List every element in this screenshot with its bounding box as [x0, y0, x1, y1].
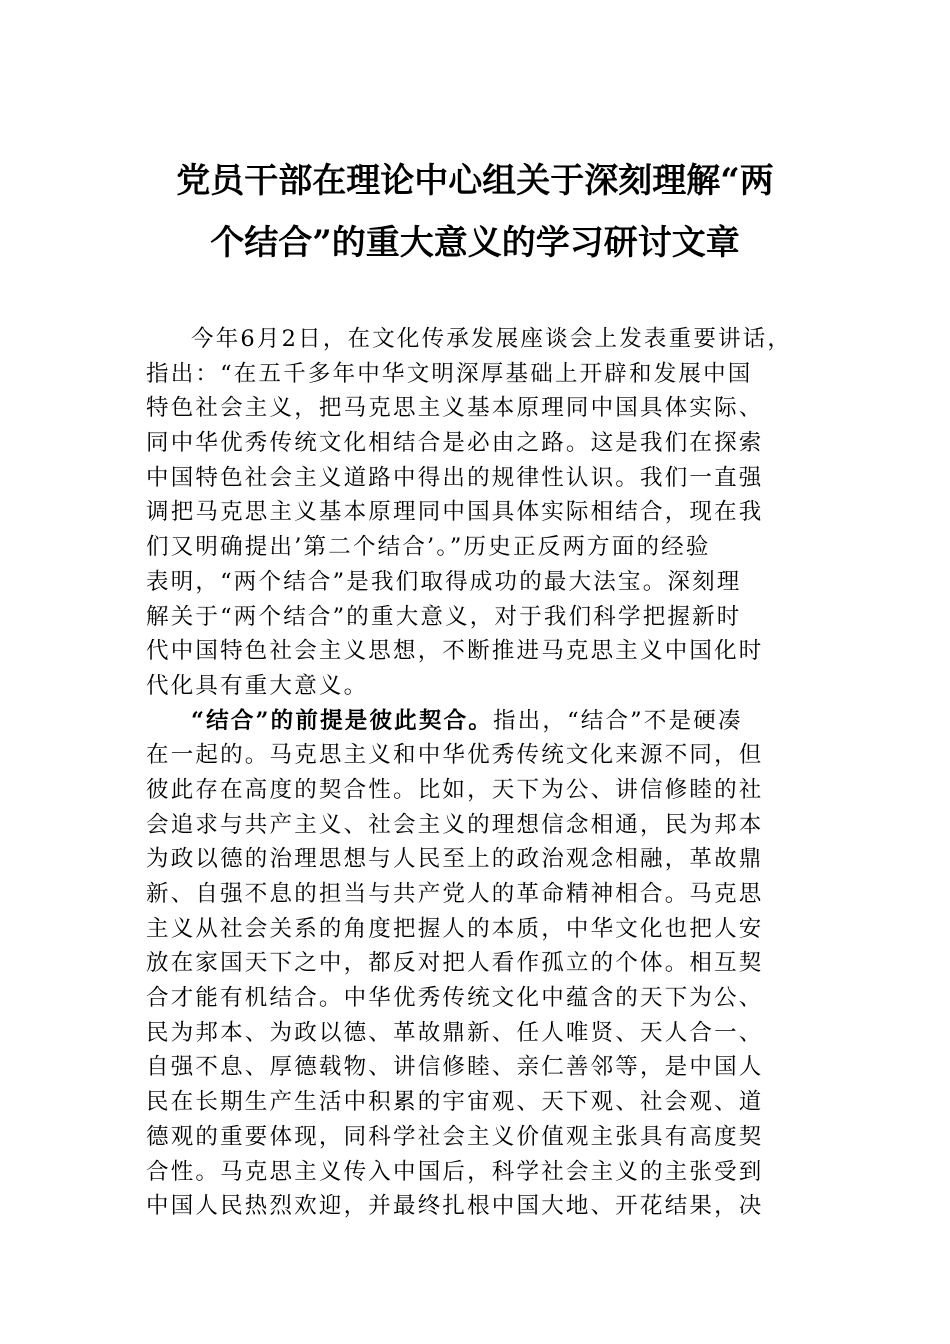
paragraph-line: 指出：“在五千多年中华文明深厚基础上开辟和发展中国	[146, 360, 753, 387]
title-line-1: 党员干部在理论中心组关于深刻理解“两	[176, 161, 774, 201]
paragraph-heading: “结合”的前提是彼此契合。	[191, 707, 493, 734]
paragraph-2	[146, 704, 806, 1224]
title-line-2: 个结合”的重大意义的学习研讨文章	[210, 223, 740, 263]
paragraph-line: 合才能有机结合。中华优秀传统文化中蕴含的天下为公、	[146, 985, 764, 1012]
paragraph-line: 民为邦本、为政以德、革故鼎新、任人唯贤、天人合一、	[146, 1019, 764, 1046]
document-title	[120, 150, 830, 274]
paragraph-line: 调把马克思主义基本原理同中国具体实际相结合，现在我	[146, 499, 764, 526]
paragraph-line: 主义从社会关系的角度把握人的本质，中华文化也把人安	[146, 915, 764, 942]
paragraph-line: 中国人民热烈欢迎，并最终扎根中国大地、开花结果，决	[146, 1193, 764, 1220]
paragraph-line: 德观的重要体现，同科学社会主义价值观主张具有高度契	[146, 1123, 764, 1150]
paragraph-line: 代中国特色社会主义思想，不断推进马克思主义中国化时	[146, 638, 764, 665]
paragraph-line: 新、自强不息的担当与共产党人的革命精神相合。马克思	[146, 881, 764, 907]
paragraph-line: 合性。马克思主义传入中国后，科学社会主义的主张受到	[146, 1158, 764, 1185]
paragraph-first-line	[146, 704, 806, 739]
paragraph-line: 今年6月2日，在文化传承发展座谈会上发表重要讲话，	[191, 326, 793, 352]
paragraph-line: 们又明确提出’第二个结合’。”历史正反两方面的经验	[146, 534, 711, 561]
paragraph-line: 会追求与共产主义、社会主义的理想信念相通，民为邦本	[146, 811, 764, 838]
paragraph-line: 放在家国天下之中，都反对把人看作孤立的个体。相互契	[146, 950, 764, 977]
paragraph-line: 解关于“两个结合”的重大意义，对于我们科学把握新时	[146, 603, 742, 630]
paragraph-1	[146, 322, 806, 704]
paragraph-line: 为政以德的治理思想与人民至上的政治观念相融，革故鼎	[146, 846, 764, 873]
paragraph-line: 中国特色社会主义道路中得出的规律性认识。我们一直强	[146, 464, 764, 491]
paragraph-line: 特色社会主义，把马克思主义基本原理同中国具体实际、	[146, 395, 764, 422]
document-body	[146, 322, 806, 1224]
paragraph-line: 同中华优秀传统文化相结合是必由之路。这是我们在探索	[146, 430, 764, 457]
paragraph-line: 民在长期生产生活中积累的宇宙观、天下观、社会观、道	[146, 1089, 764, 1116]
paragraph-line: 在一起的。马克思主义和中华优秀传统文化来源不同，但	[146, 742, 764, 769]
paragraph-line: 彼此存在高度的契合性。比如，天下为公、讲信修睦的社	[146, 776, 764, 803]
paragraph-line: 代化具有重大意义。	[146, 672, 369, 699]
paragraph-first-line-rest: 指出，“结合”不是硬凑	[492, 707, 743, 734]
paragraph-line: 自强不息、厚德载物、讲信修睦、亲仁善邻等，是中国人	[146, 1054, 764, 1081]
paragraph-line: 表明，“两个结合”是我们取得成功的最大法宝。深刻理	[146, 568, 742, 595]
